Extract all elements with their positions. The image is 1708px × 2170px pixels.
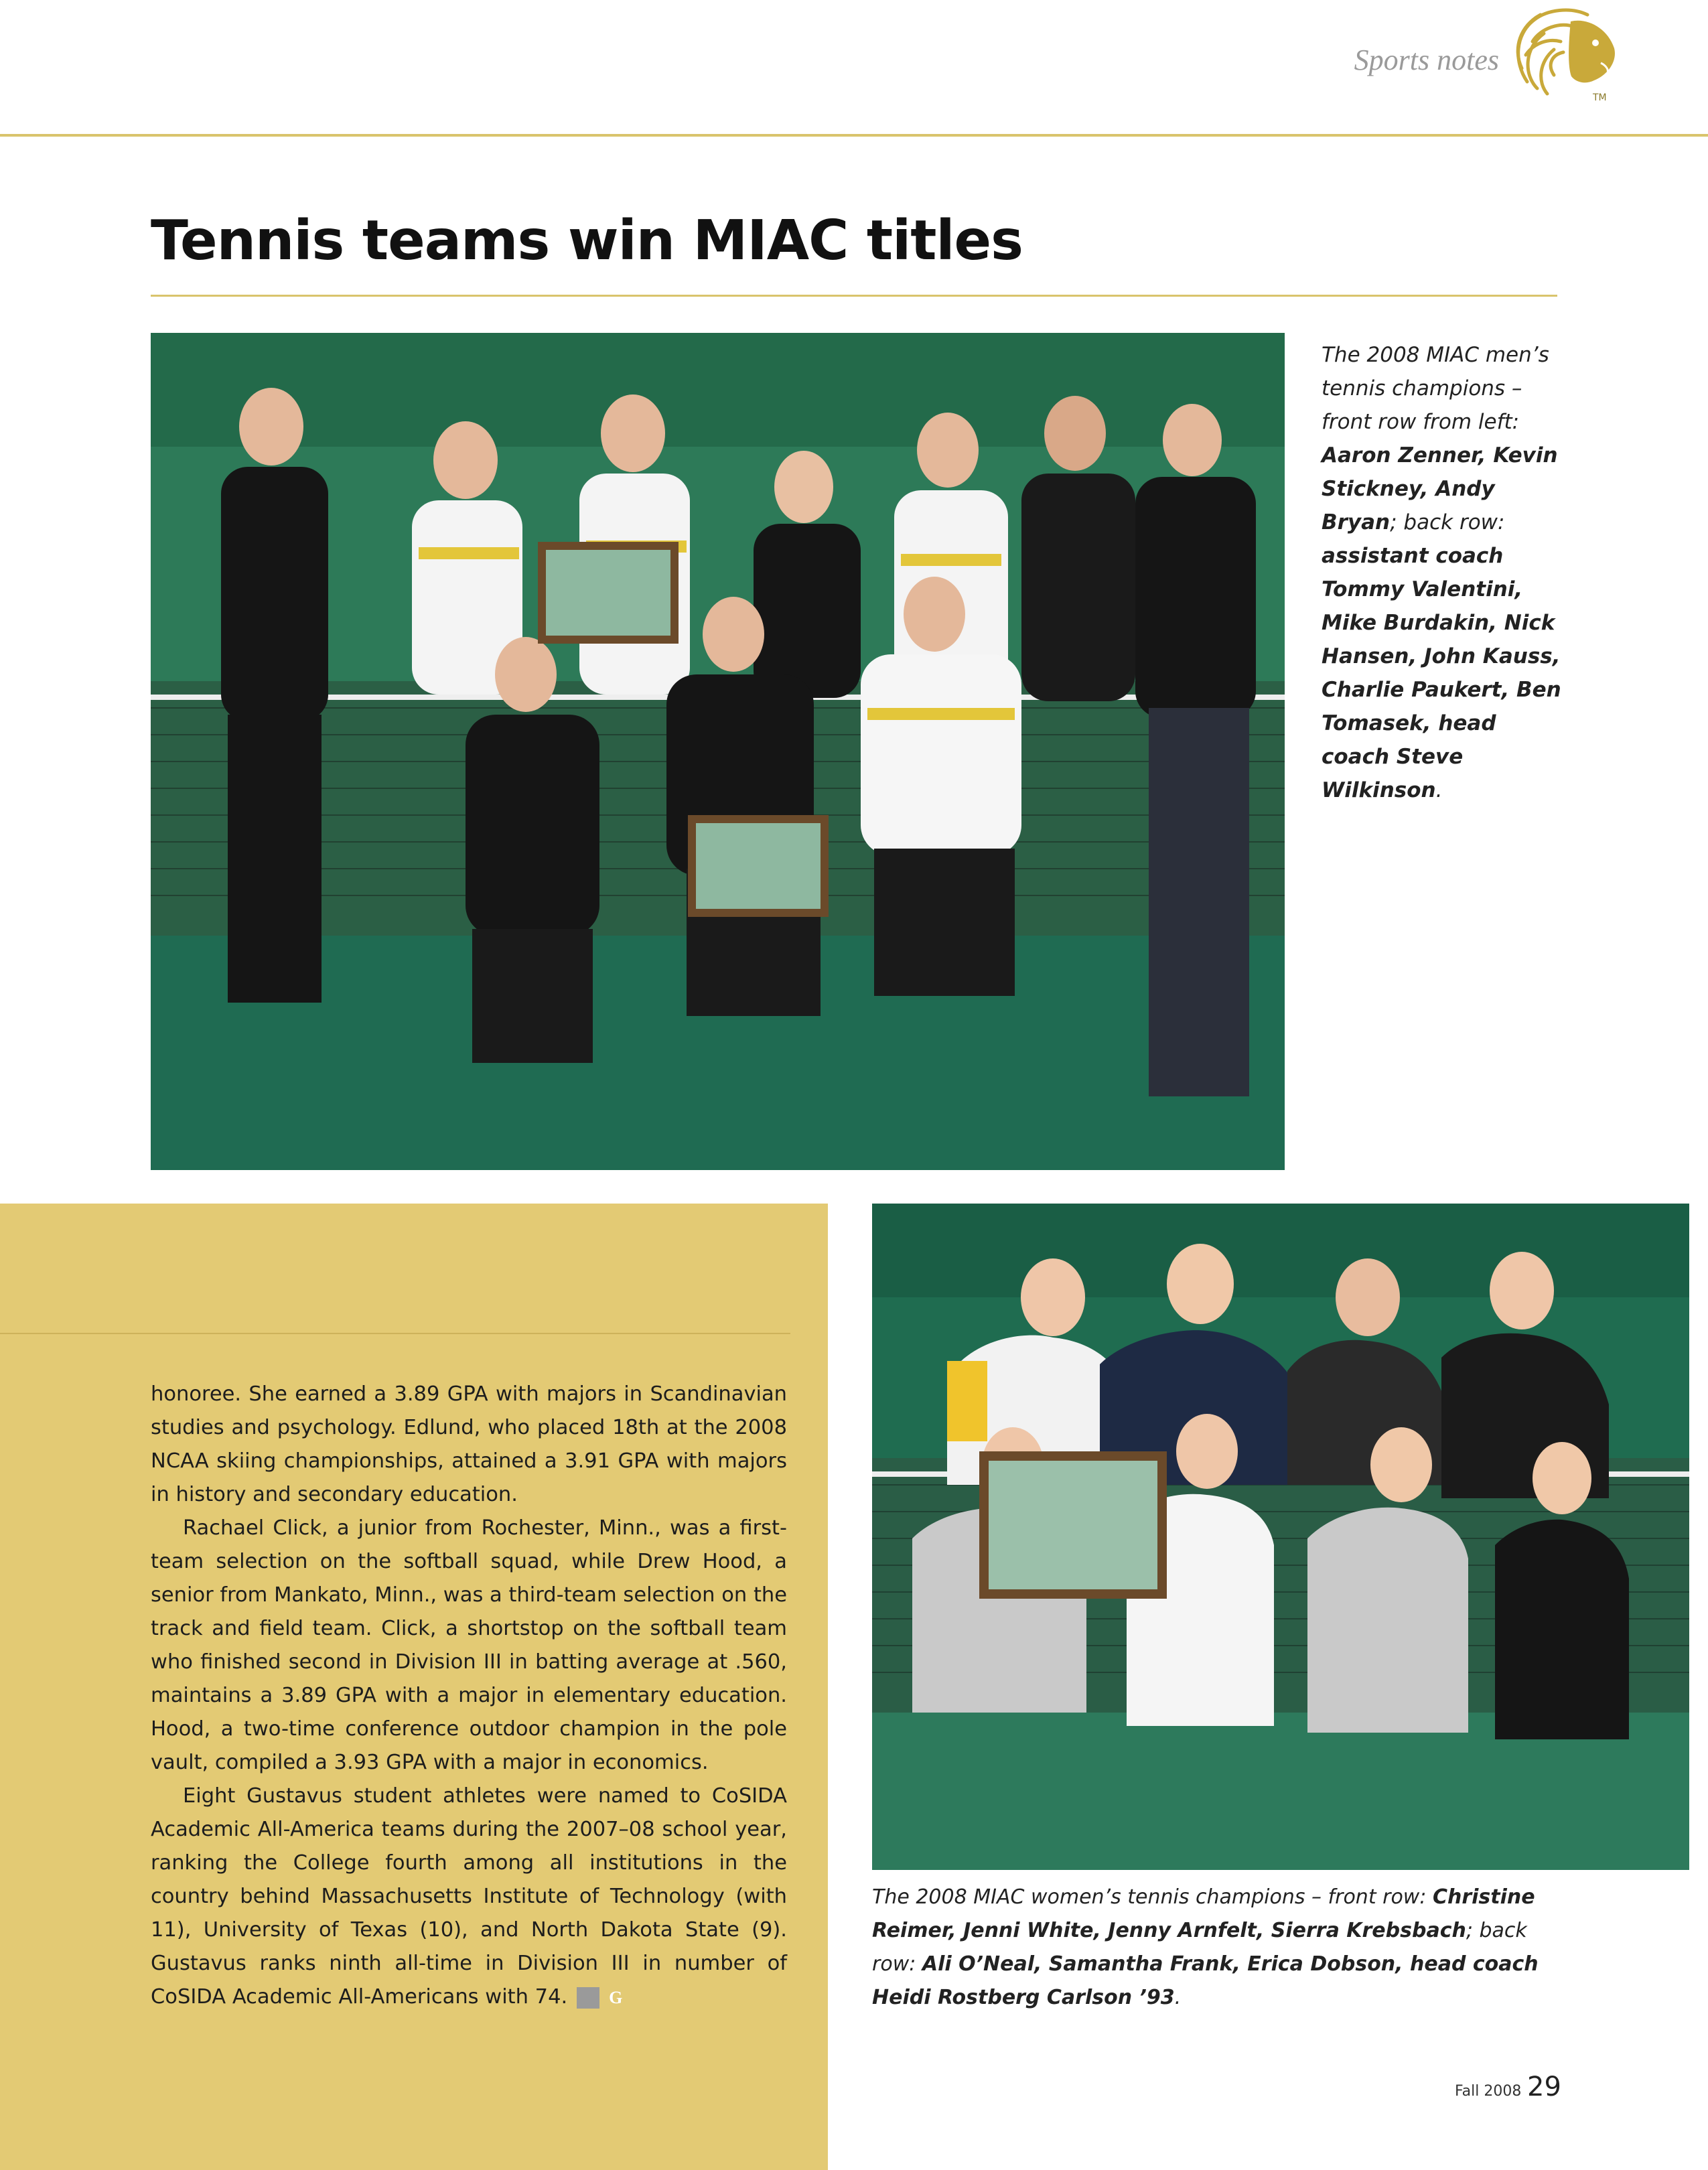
womens-team-photo <box>872 1204 1689 1870</box>
front-row-names: Christine Reimer, Jenni White, Jenny Arnfelt, Sierra Krebsbach <box>872 1885 1535 1942</box>
paragraph-3-text: Eight Gustavus student athletes were named to CoSIDA Academic All-America teams during the 2007–08 school year, ranking the College fourth among all institutions in the country behind Massachusetts Institute of Technology (with 11), University of Texas (10), and North Dakota State (9). Gustavus ranks ninth all-time in Division III in number of CoSIDA Academic All-Americans with 74. <box>151 1784 787 2009</box>
article-title: Tennis teams win MIAC titles <box>151 209 1023 273</box>
back-row-names: Ali O’Neal, Samantha Frank, Erica Dobson, head coach Heidi Rostberg Carlson ’93 <box>872 1952 1539 2009</box>
panel-divider <box>0 1333 790 1334</box>
womens-photo-caption <box>872 1881 1562 2015</box>
header-divider <box>0 134 1708 137</box>
front-row-names: Aaron Zenner, Kevin Stickney, Andy Bryan <box>1322 443 1558 534</box>
caption-end: . <box>1174 1986 1182 2009</box>
lion-head-icon <box>1507 1 1620 100</box>
mens-photo-caption <box>1322 338 1563 807</box>
back-row-label: ; back row: <box>1390 510 1505 534</box>
paragraph-3 <box>151 1780 787 2014</box>
title-divider <box>151 295 1557 297</box>
back-row-label: ; back row: <box>872 1919 1527 1976</box>
paragraph-2: Rachael Click, a junior from Rochester, Minn., was a first-team selection on the softball squad, while Drew Hood, a senior from Mankato, Minn., was a third-team selection on the track and field team. Click, a shortstop on the softball team who finished second in Division III in batting average at .560, maintains a 3.89 GPA with a major in elementary education. Hood, a two-time conference outdoor champion in the pole vault, compiled a 3.93 GPA with a major in economics. <box>151 1516 787 1774</box>
trademark-mark: TM <box>1593 92 1607 103</box>
end-mark-icon: G <box>577 1987 599 2009</box>
article-body <box>151 1378 787 2014</box>
section-label: Sports notes <box>1354 44 1499 76</box>
caption-lead: The 2008 MIAC men’s tennis champions – front row from left: <box>1322 343 1549 434</box>
issue-label: Fall 2008 <box>1455 2083 1522 2100</box>
caption-lead: The 2008 MIAC women’s tennis champions – front row: <box>872 1885 1433 1909</box>
back-row-names: assistant coach Tommy Valentini, Mike Burdakin, Nick Hansen, John Kauss, Charlie Paukert, Ben Tomasek, head coach Steve Wilkinson <box>1322 544 1561 802</box>
mens-team-photo <box>151 333 1285 1170</box>
caption-end: . <box>1435 778 1443 802</box>
page-header <box>0 0 1708 137</box>
page-number: 29 <box>1527 2072 1561 2102</box>
paragraph-1: honoree. She earned a 3.89 GPA with majors in Scandinavian studies and psychology. Edlund, who placed 18th at the 2008 NCAA skiing championships, attained a 3.91 GPA with majors in history and secondary education. <box>151 1382 787 1506</box>
